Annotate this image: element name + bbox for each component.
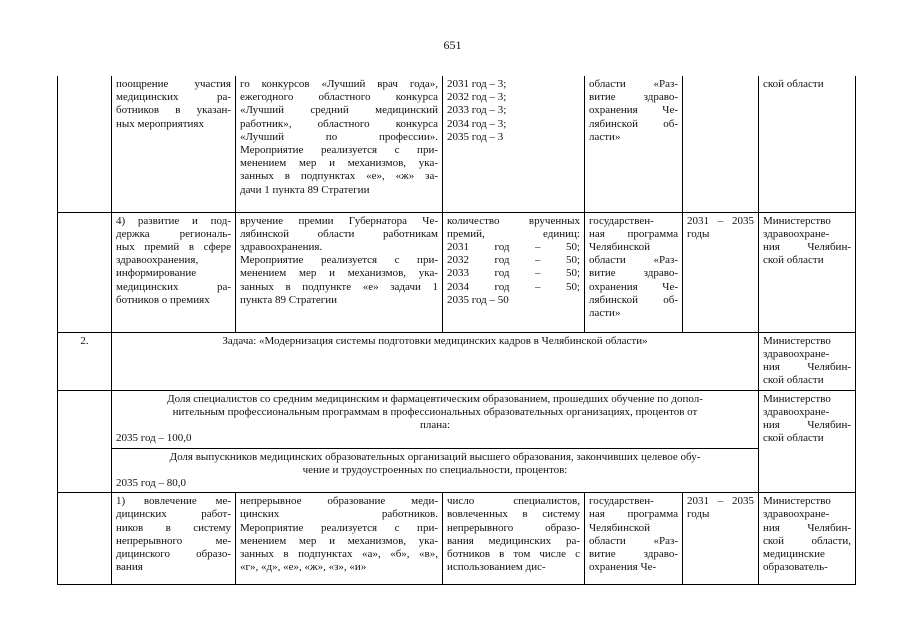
text-line: занных в подпунктах «е», «ж» за- <box>240 170 438 183</box>
text-line: государствен- <box>589 214 654 227</box>
text-line: государствен- <box>589 495 654 508</box>
cell-measure <box>112 76 236 212</box>
text-line: ботников о премиях <box>116 293 210 306</box>
text-line: 1) вовлечение ме- <box>116 495 231 508</box>
text-line: занных в подпунктах «а», «б», «в», <box>240 547 438 560</box>
table-row <box>58 212 856 332</box>
text-line: менением мер и механизмов, ука- <box>240 157 438 170</box>
text-line: непрерывное образование меди- <box>240 495 438 508</box>
text-line: 4) развитие и под- <box>116 214 231 227</box>
text-line: дицинского образо- <box>116 547 231 560</box>
text-line: поощрение участия <box>116 78 231 90</box>
cell-description <box>236 76 443 212</box>
text-line: вания <box>116 561 143 574</box>
text-line: 2031 – 2035 <box>687 495 754 508</box>
text-line: Министерство <box>763 495 831 508</box>
text-line: 2034 год – 3; <box>447 117 507 130</box>
cell-description <box>236 493 443 585</box>
text-line: ная программа <box>589 508 678 521</box>
text-line: лябинской области работникам <box>240 227 438 240</box>
text-line: вовлеченных в систему <box>447 508 580 521</box>
text-line: медицинских ра- <box>116 91 231 104</box>
text-line: занных в подпункте «е» задачи 1 <box>240 280 438 293</box>
strategy-table <box>57 76 856 585</box>
cell-indicator <box>443 493 585 585</box>
text-line: здравоохране- <box>763 508 830 521</box>
text-line: пункта 89 Стратегии <box>240 293 338 306</box>
text-line: чение и трудоустроенных по специальности, процентов: <box>302 463 568 476</box>
text-line: дицинских работ- <box>116 508 231 521</box>
cell-indicator <box>443 212 585 332</box>
text-line: витие здраво- <box>589 267 678 280</box>
text-line: держка региональ- <box>116 227 231 240</box>
text-line: ской области <box>763 374 824 387</box>
text-line: число специалистов, <box>447 495 580 508</box>
text-line: ской области, <box>763 534 851 547</box>
text-line: 2031 – 2035 <box>687 214 754 227</box>
cell-responsible <box>759 76 856 212</box>
text-line: медицинских ра- <box>116 280 231 293</box>
text-line: 2031 год – 50; <box>447 240 580 253</box>
text-line: использованием дис- <box>447 561 546 574</box>
text-line: здравоохране- <box>763 347 830 360</box>
text-line: ласти» <box>589 130 621 143</box>
text-line: Доля выпускников медицинских образовательных организаций высшего образования, закончивших целевое обу- <box>169 450 701 463</box>
task-number: 2. <box>58 332 112 390</box>
cell-program <box>585 212 683 332</box>
text-line: ных мероприятиях <box>116 117 204 130</box>
cell-number <box>58 212 112 332</box>
text-line: количество врученных <box>447 214 580 227</box>
page-number: 651 <box>443 38 462 52</box>
text-line: ния Челябин- <box>763 240 851 253</box>
text-line: ботников в том числе с <box>447 547 580 560</box>
text-line: непрерывного образо- <box>447 521 580 534</box>
text-line: Министерство <box>763 334 831 347</box>
text-line: ботников в указан- <box>116 104 231 117</box>
text-line: Министерство <box>763 214 831 227</box>
table-row <box>58 390 856 448</box>
cell-number <box>58 493 112 585</box>
task-indicator-1 <box>112 390 759 448</box>
text-line: лябинской об- <box>589 117 678 130</box>
cell-responsible <box>759 493 856 585</box>
text-line: 2035 год – 50 <box>447 293 509 306</box>
table-row <box>58 448 856 493</box>
text-line: витие здраво- <box>589 547 678 560</box>
task-indicator-2 <box>112 448 759 493</box>
text-line: ласти» <box>589 306 621 319</box>
task-title: Задача: «Модернизация системы подготовки медицинских кадров в Челябинской области» <box>112 332 759 390</box>
cell-responsible <box>759 212 856 332</box>
text-line: витие здраво- <box>589 91 678 104</box>
text-line: 2033 год – 3; <box>447 104 507 117</box>
text-line: вручение премии Губернатора Че- <box>240 214 438 227</box>
text-line: 2035 год – 100,0 <box>116 432 192 445</box>
text-line: работник», областного конкурса <box>240 117 438 130</box>
text-line: 2032 год – 3; <box>447 91 507 104</box>
text-line: ской области <box>763 254 824 267</box>
text-line: ния Челябин- <box>763 360 851 373</box>
cell-description <box>236 212 443 332</box>
cell-period <box>683 493 759 585</box>
text-line: Мероприятие реализуется с при- <box>240 254 438 267</box>
text-line: лябинской об- <box>589 293 678 306</box>
text-line: Министерство <box>763 392 831 405</box>
text-line: области «Раз- <box>589 534 678 547</box>
text-line: области «Раз- <box>589 254 678 267</box>
text-line: охранения Че- <box>589 561 657 574</box>
cell-measure <box>112 212 236 332</box>
text-line: Челябинской <box>589 240 651 253</box>
text-line: ской области <box>763 432 824 445</box>
text-line: менением мер и механизмов, ука- <box>240 267 438 280</box>
text-line: непрерывного ме- <box>116 534 231 547</box>
text-line: дачи 1 пункта 89 Стратегии <box>240 183 370 196</box>
text-line: здравоохране- <box>763 405 830 418</box>
text-line: области «Раз- <box>589 78 678 90</box>
table-row <box>58 493 856 585</box>
text-line: здравоохранения. <box>240 240 323 253</box>
text-line: ния Челябин- <box>763 521 851 534</box>
cell-responsible <box>759 332 856 390</box>
text-line: 2035 год – 3 <box>447 130 504 143</box>
text-line: годы <box>687 508 710 521</box>
text-line: «г», «д», «е», «ж», «з», «и» <box>240 561 367 574</box>
text-line: информирование <box>116 267 197 280</box>
text-line: ния Челябин- <box>763 418 851 431</box>
text-line: 2035 год – 80,0 <box>116 476 187 489</box>
text-line: Доля специалистов со средним медицинским и фармацевтическим образованием, прошедших обучение по допол- <box>167 392 703 405</box>
text-line: премий, единиц: <box>447 227 580 240</box>
text-line: ных премий в сфере <box>116 240 231 253</box>
text-line: медицинские <box>763 547 825 560</box>
text-line: 2034 год – 50; <box>447 280 580 293</box>
text-line: «Лучший по профессии». <box>240 130 438 143</box>
cell-number <box>58 390 112 493</box>
text-line: нительным профессиональным программам в профессиональных образовательных организациях, процентов от <box>172 405 698 418</box>
cell-measure <box>112 493 236 585</box>
cell-number <box>58 76 112 212</box>
cell-period <box>683 76 759 212</box>
text-line: Мероприятие реализуется с при- <box>240 521 438 534</box>
text-line: здравоохране- <box>763 227 830 240</box>
cell-program <box>585 493 683 585</box>
text-line: 2032 год – 50; <box>447 254 580 267</box>
text-line: 2031 год – 3; <box>447 78 507 90</box>
text-line: цинских работников. <box>240 508 438 521</box>
text-line: Мероприятие реализуется с при- <box>240 144 438 157</box>
text-line: 2033 год – 50; <box>447 267 580 280</box>
table-row <box>58 332 856 390</box>
cell-indicator <box>443 76 585 212</box>
cell-program <box>585 76 683 212</box>
text-line: годы <box>687 227 710 240</box>
text-line: го конкурсов «Лучший врач года», <box>240 78 438 90</box>
cell-responsible <box>759 390 856 493</box>
text-line: здравоохранения, <box>116 254 199 267</box>
cell-period <box>683 212 759 332</box>
text-line: «Лучший средний медицинский <box>240 104 438 117</box>
text-line: охранения Че- <box>589 280 678 293</box>
text-line: Челябинской <box>589 521 651 534</box>
text-line: ная программа <box>589 227 678 240</box>
text-line: ников в систему <box>116 521 231 534</box>
text-line: ежегодного областного конкурса <box>240 91 438 104</box>
text-line: охранения Че- <box>589 104 678 117</box>
text-line: вания медицинских ра- <box>447 534 580 547</box>
text-line: образователь- <box>763 561 828 574</box>
text-line: плана: <box>419 418 451 431</box>
text-line: менением мер и механизмов, ука- <box>240 534 438 547</box>
text-line: ской области <box>763 78 824 90</box>
table-row <box>58 76 856 212</box>
